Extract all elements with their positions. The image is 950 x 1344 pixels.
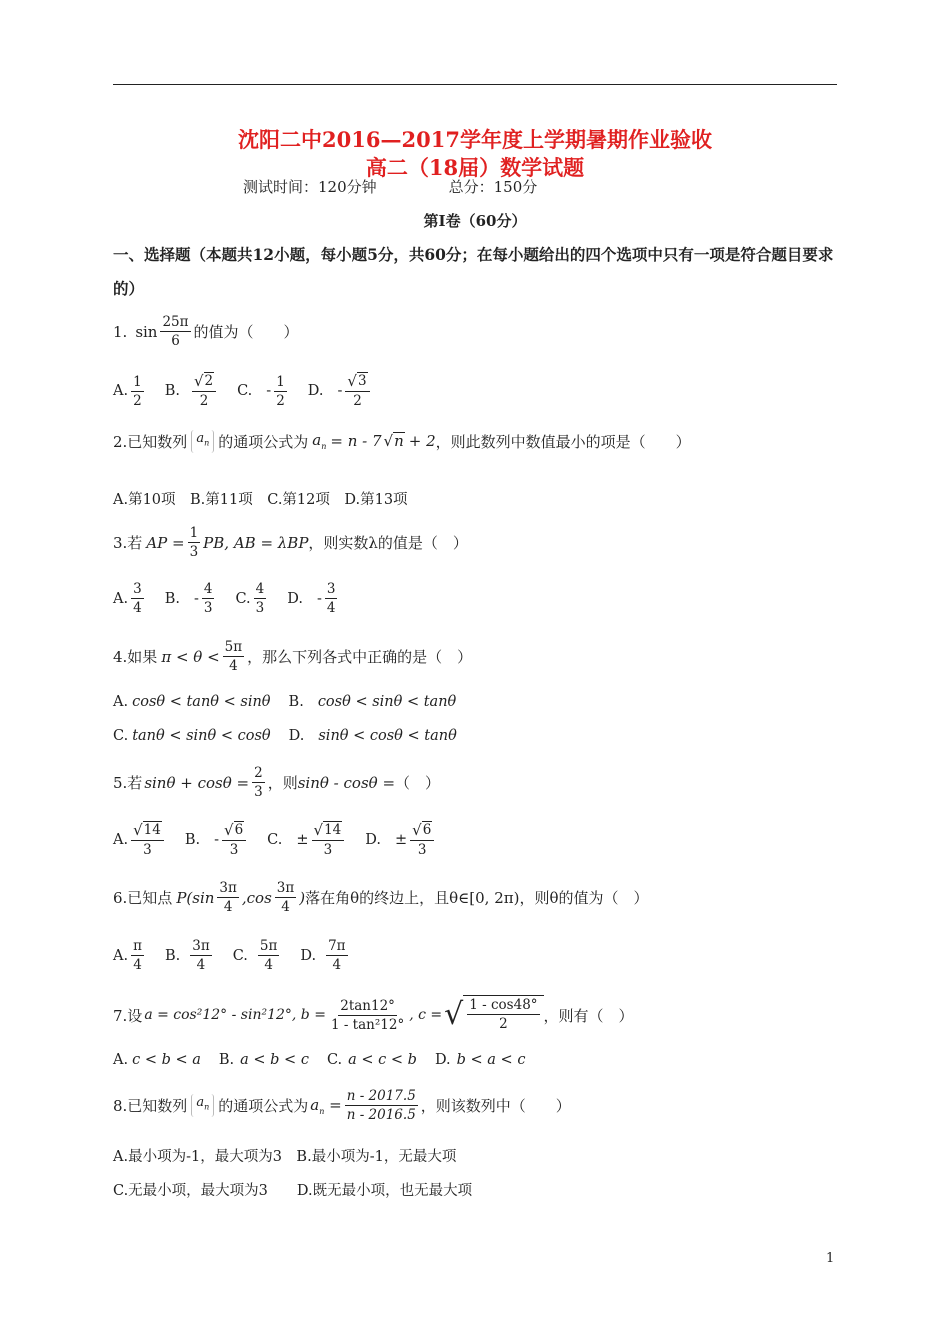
- page-number: 1: [826, 1251, 835, 1266]
- option-d: D. - √ 3 2: [308, 372, 373, 410]
- section-heading: 一、选择题（本题共12小题，每小题5分，共60分；在每小题给出的四个选项中只有一项是符合题目要求的）: [113, 245, 834, 298]
- header-rule: [113, 84, 837, 85]
- option-a: A. $\frac{3}{4}$: [113, 581, 142, 616]
- question-4-options-ab: [113, 694, 474, 710]
- question-6-options: [113, 937, 369, 974]
- option-c: C. ± √ 14 3: [267, 821, 347, 859]
- question-8-options-line2: C.无最小项，最大项为3 D.既无最小项，也无最大项: [113, 1183, 473, 1199]
- sequence-symbol: $a_n$: [191, 1094, 214, 1117]
- option-c: C. tanθ < sinθ < cosθ: [113, 728, 271, 744]
- option-c: C. a < c < b: [326, 1052, 417, 1068]
- question-5: 5.若 sinθ + cosθ = $\frac{2}{3}$ ，则 sinθ - cosθ = （ ）: [113, 765, 441, 800]
- question-4: 4.如果 π < θ < $\frac{5\pi}{4}$ ，那么下列各式中正确的是（ ）: [113, 639, 473, 674]
- question-2: 2.已知数列 $a_n$ 的通项公式为 $a_n$ = n - 7 √ n + 2 ，则此数列中数值最小的项是（ ）: [113, 431, 691, 452]
- option-c: C. $\frac{4}{3}$: [235, 581, 265, 616]
- option-b: B. - $\frac{4}{3}$: [164, 581, 213, 616]
- option-d: D. ± √ 6 3: [365, 821, 437, 859]
- option-a: A. c < b < a: [113, 1052, 201, 1068]
- option-a: A. √ 14 3: [113, 821, 167, 859]
- question-3-options: [113, 580, 358, 617]
- option-a: A. $\frac{\pi}{4}$: [113, 938, 142, 973]
- exam-title: 沈阳二中2016—2017学年度上学期暑期作业验收: [238, 127, 712, 152]
- question-7: 7.设 a = cos²12° - sin²12°, b = $\frac{2\tan 12^\circ}{\text{1 - tan²12°}}$ , c = √ $\frac{1 - \cos 48^\circ}{2}$ ，则有（ ）: [113, 995, 634, 1035]
- sequence-symbol: $a_n$: [191, 430, 214, 453]
- question-8-options-line1: A.最小项为-1，最大项为3 B.最小项为-1，无最大项: [113, 1149, 457, 1165]
- question-3: 3.若 AP = $\frac{1}{3}$ PB, AB = λBP ，则实数λ的值是（ ）: [113, 525, 468, 560]
- option-b: B. a < b < c: [218, 1052, 309, 1068]
- exam-subtitle: 高二（18届）数学试题: [365, 155, 585, 180]
- question-4-options-cd: [113, 728, 475, 744]
- exam-meta: [243, 176, 609, 197]
- option-d: D. b < a < c: [434, 1052, 526, 1068]
- volume-label: 第Ⅰ卷（60分）: [423, 212, 527, 230]
- question-5-options: [113, 821, 455, 859]
- question-1: 1. sin $\frac{25\pi}{6}$ 的值为（ ）: [113, 314, 299, 349]
- question-6: 6.已知点 P(sin $\frac{3\pi}{4}$ ,cos $\frac{3\pi}{4}$ ) 落在角θ的终边上，且θ∈[0, 2π)，则θ的值为（ ）: [113, 880, 649, 915]
- option-b: B. cosθ < sinθ < tanθ: [288, 694, 457, 710]
- question-2-options: A.第10项 B.第11项 C.第12项 D.第13项: [113, 492, 408, 508]
- option-b: B. - √ 6 3: [185, 821, 249, 859]
- question-7-options: [113, 1052, 543, 1068]
- option-b: B. √ 2 2: [165, 372, 219, 410]
- option-c: C. $\frac{5\pi}{4}$: [232, 938, 278, 973]
- question-8: 8.已知数列 $a_n$ 的通项公式为 $a_n$ = $\frac{n - 2017.5}{n - 2016.5}$ ，则该数列中（ ）: [113, 1088, 571, 1123]
- question-1-options: [113, 372, 391, 410]
- option-a: A. cosθ < tanθ < sinθ: [113, 694, 271, 710]
- option-b: B. $\frac{3\pi}{4}$: [164, 938, 210, 973]
- time-label: 测试时间：120分钟: [243, 178, 377, 196]
- score-label: 总分：150分: [448, 178, 538, 196]
- option-c: C. - $\frac{1}{2}$: [237, 373, 285, 409]
- option-d: D. - $\frac{3}{4}$: [287, 581, 336, 616]
- option-a: A. $\frac{1}{2}$: [113, 373, 142, 409]
- option-d: D. sinθ < cosθ < tanθ: [288, 728, 457, 744]
- option-d: D. $\frac{7\pi}{4}$: [300, 938, 346, 973]
